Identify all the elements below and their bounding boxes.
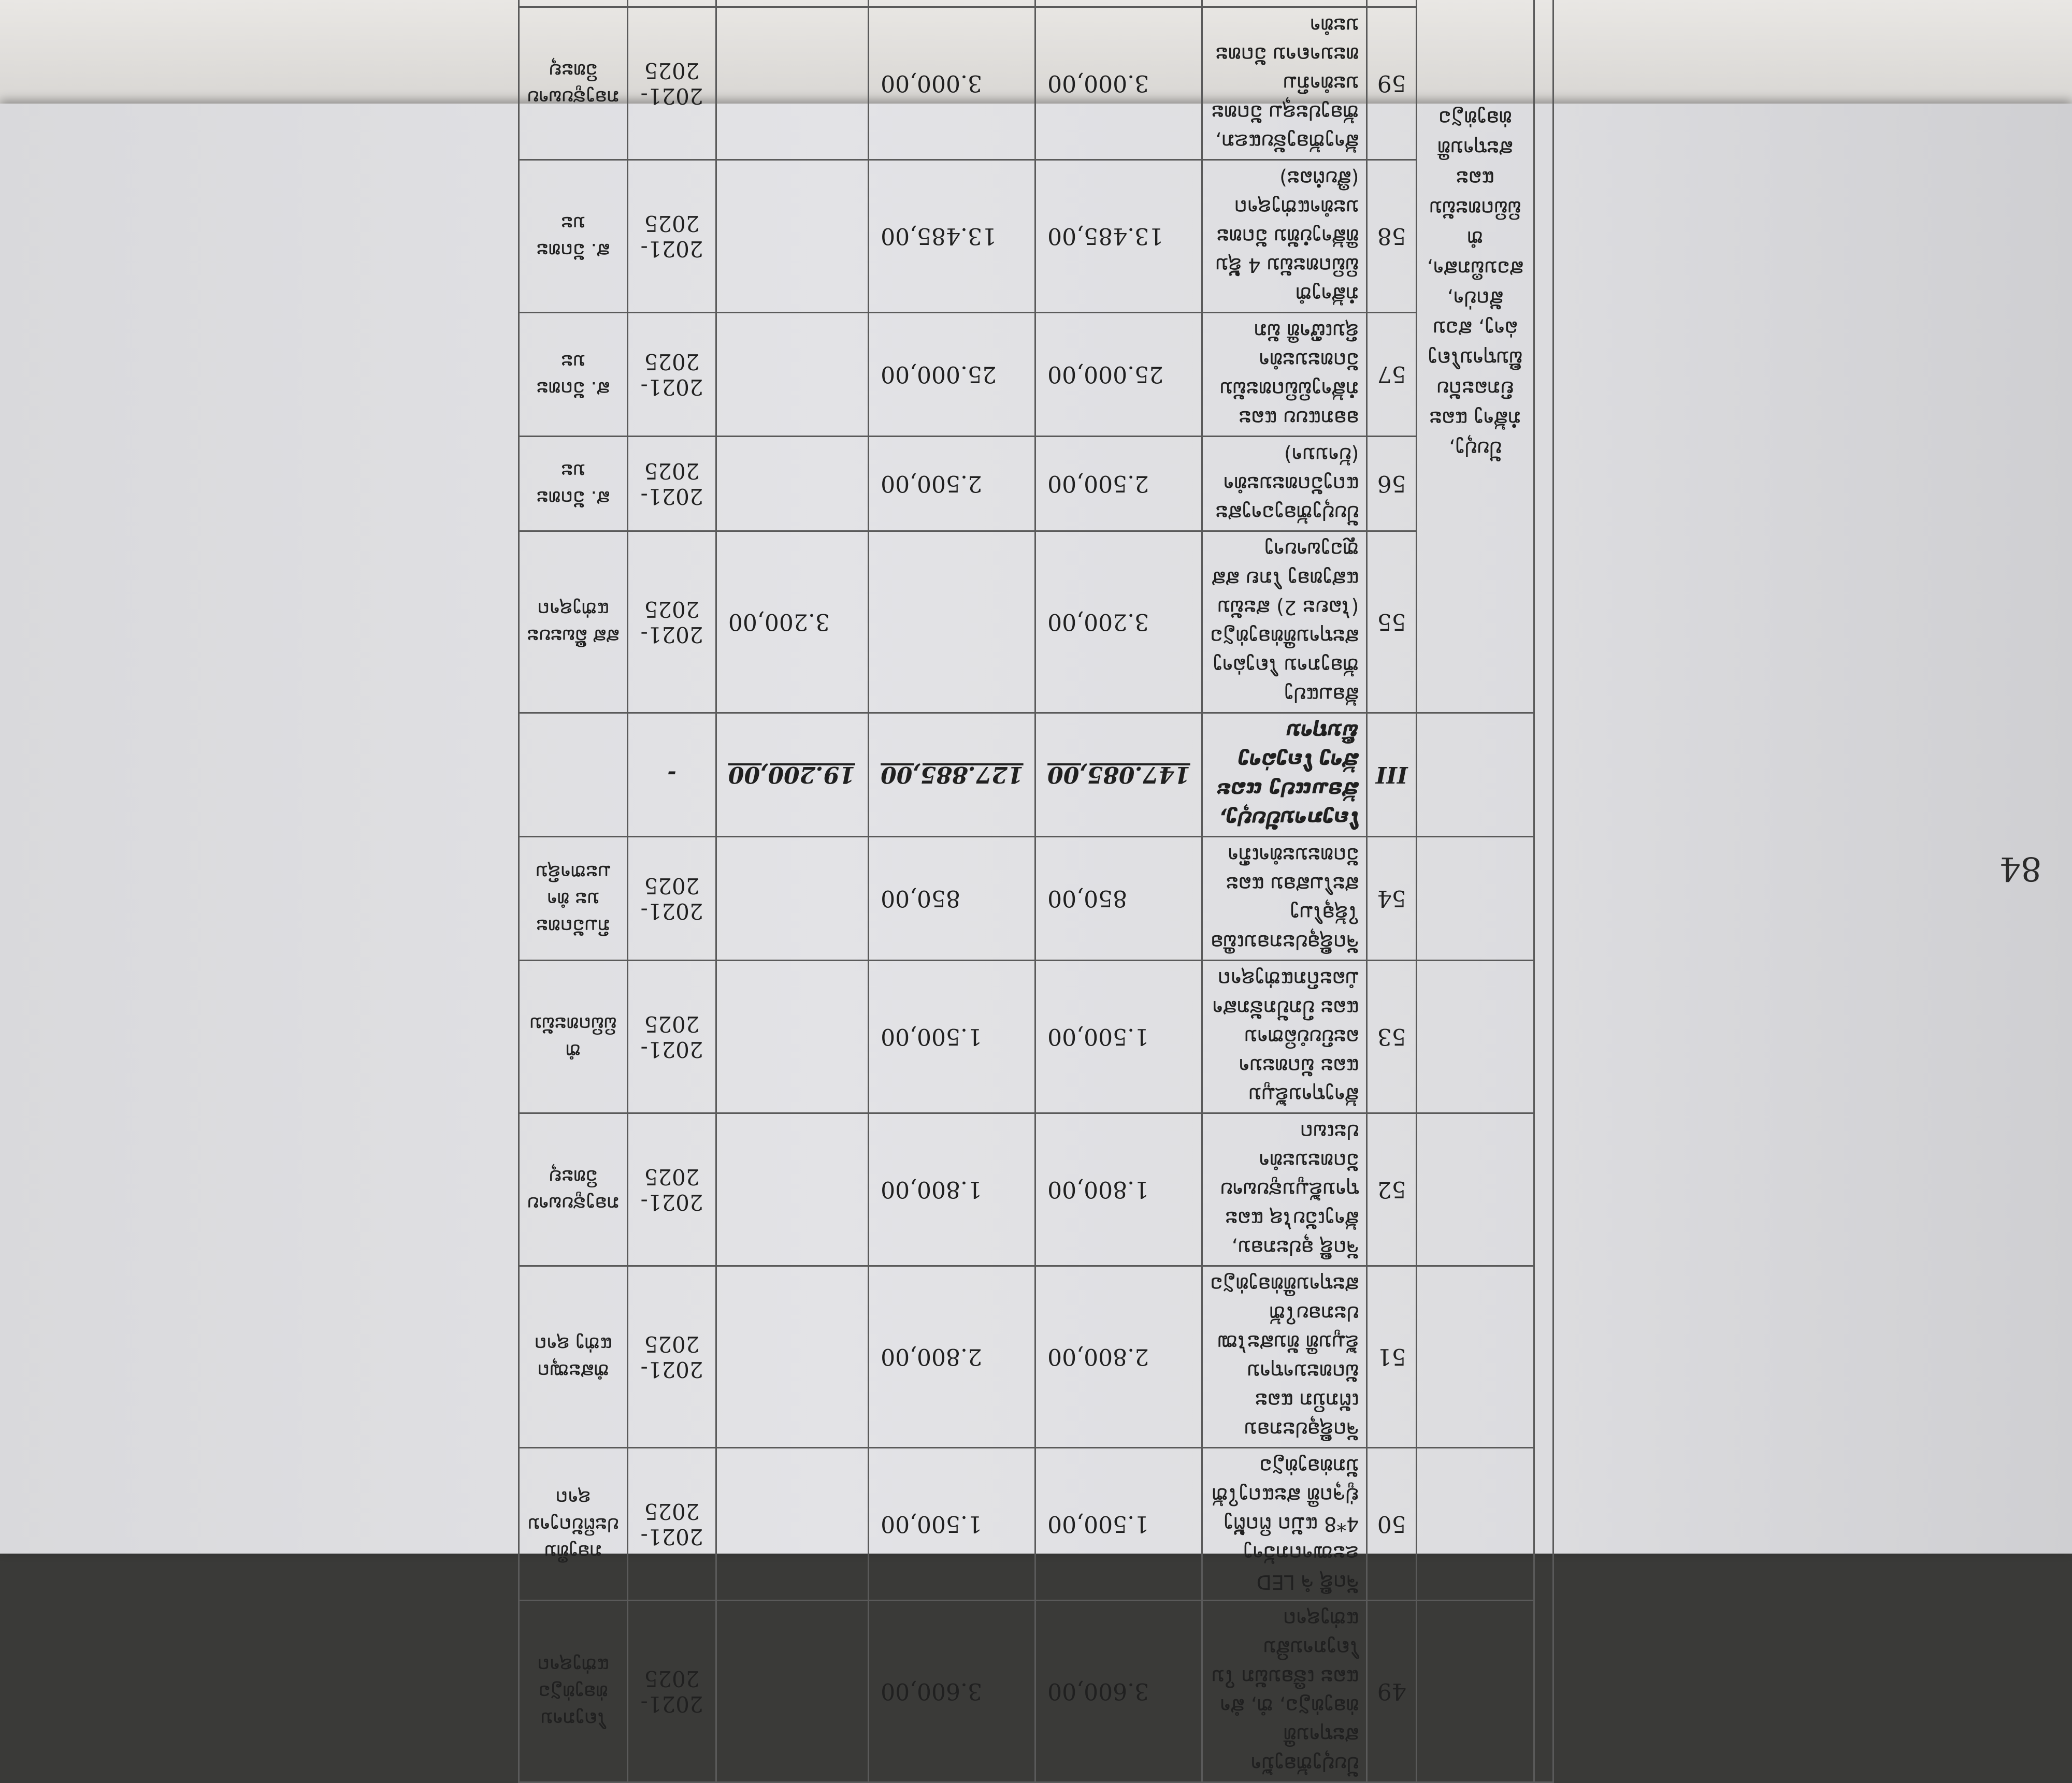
row-number: 59 [1367, 7, 1417, 160]
responsible-unit: ສ. ວັດທະນະ [519, 313, 628, 437]
row-number: 51 [1367, 1266, 1417, 1448]
responsible-unit: ສ. ວັດທະນະ [519, 437, 628, 531]
group-label-cell-empty [1417, 713, 1534, 837]
period: 2021-2025 [628, 1601, 716, 1782]
budget-other [716, 961, 868, 1113]
period: 2021-2025 [628, 1266, 716, 1448]
budget-total: 147.085,00 [1035, 713, 1202, 837]
row-number: III [1367, 713, 1417, 837]
budget-state: 25.000,00 [869, 313, 1035, 437]
project-name: ປັບປຸງຫ້ອງນ້ຳສະຖານທີ່ທ່ອງທ່ຽວ, ຫໍ, ສຳ ແລະ ເຮືອນພັກ ໃນໂຄງການສິນແຫ່ງຊາດ [1202, 1601, 1367, 1782]
table-row [519, 1266, 1553, 1448]
responsible-unit: ໂຄງການທ່ອງທ່ຽວ ແຫ່ງຊາດ [519, 1601, 628, 1782]
budget-table-body [519, 0, 1553, 1782]
budget-total [1035, 0, 1202, 7]
budget-state: 127.885,00 [869, 713, 1035, 837]
table-row [519, 1448, 1553, 1601]
responsible-unit: ສ. ວັດທະນະ [519, 160, 628, 313]
budget-other [716, 837, 868, 961]
period: 2021-2025 [628, 1113, 716, 1266]
page-number: 84 [1999, 849, 2042, 888]
budget-other [716, 1601, 868, 1782]
project-name: ຈັດຊື້ ຈໍ LED ຂະໜາດກວ້າງ 4*8 ແມັດ ຕິດຕັ້ງຢູ່ຈຸດທີ່ ສະແດງໃຫ້ນັກທ່ອງທ່ຽວ [1202, 1448, 1367, 1601]
budget-state: 3.600,00 [869, 1601, 1035, 1782]
row-number: 54 [1367, 837, 1417, 961]
budget-state: 850,00 [869, 837, 1035, 961]
budget-other [716, 7, 868, 160]
budget-total: 3.000,00 [1035, 7, 1202, 160]
budget-total: 1.500,00 [1035, 961, 1202, 1113]
project-name: ອອກແບບ ແລະ ກໍ່ສ້າງພິພິດທະພັນວັດທະນະທໍາຊົນເຜົ່າທີ່ ພັກ [1202, 313, 1367, 437]
group-label-cell-empty [1417, 1266, 1534, 1448]
period: 2021-2025 [628, 313, 716, 437]
project-name: ຈັດຊື້ອຸປະກອນ ເຕັກນິກ ແລະ ພັດທະນາຖານຂໍ້ມູນທີ່ ທັນສະໄໝ ປະກອບໃຫ້ສະຖານທີ່ທ່ອງທ່ຽວ [1202, 1266, 1367, 1448]
budget-state: 2.500,00 [869, 437, 1035, 531]
budget-total: 3.200,00 [1035, 531, 1202, 713]
period: - [628, 713, 716, 837]
budget-total: 1.500,00 [1035, 1448, 1202, 1601]
budget-total: 13.485,00 [1035, 160, 1202, 313]
table-row [519, 160, 1553, 313]
row-number: 52 [1367, 1113, 1417, 1266]
responsible-unit: ສສ ລື້ພະບະ ແຫ່ງຊາດ [519, 531, 628, 713]
budget-state [869, 0, 1035, 7]
row-number: 58 [1367, 160, 1417, 313]
row-number: 57 [1367, 313, 1417, 437]
row-number: 55 [1367, 531, 1417, 713]
row-number: 53 [1367, 961, 1417, 1113]
period: 2021-2025 [628, 1448, 716, 1601]
period [628, 0, 716, 7]
period: 2021-2025 [628, 961, 716, 1113]
budget-state [869, 531, 1035, 713]
project-name: ສ້າງຫ້ອງຮັບແຂກ, ຫ້ອງປະຊຸມ ວັດທະນະທໍາກົມທະນາຄານ ວັດທະນະທໍາ [1202, 7, 1367, 160]
table-row [519, 837, 1553, 961]
period: 2021-2025 [628, 160, 716, 313]
project-name: ໂຄງການປັບປຸງ, ສ້ອມແປງ ແລະ ສ້າງ ໂຄງລ່າງພື້ນຖານ [1202, 713, 1367, 837]
budget-total: 25.000,00 [1035, 313, 1202, 437]
row-number: 49 [1367, 1601, 1417, 1782]
budget-state: 2.800,00 [869, 1266, 1035, 1448]
responsible-unit: ກອງຮູບພາບ ວິທະຍຸ [519, 1113, 628, 1266]
table-row [519, 1601, 1553, 1782]
group-label-cell: ປັບປຸງ, ກໍ່ສ້າງ ແລະ ຍົກລະດັບພື້ນຖານໂຄງລ່າງ, ສວນສັດປ່າ, ສວນພຶກສາ, ຫໍພິພິດທະພັນ ແລະ ສະຖານທີ່ທ່ອງທ່ຽວ [1417, 0, 1534, 713]
budget-state: 1.500,00 [869, 961, 1035, 1113]
table-row [519, 1113, 1553, 1266]
table-row [519, 0, 1553, 7]
budget-total: 850,00 [1035, 837, 1202, 961]
table-row [519, 437, 1553, 531]
budget-other [716, 437, 868, 531]
responsible-unit: ຫໍພິພິດທະພັນ [519, 961, 628, 1113]
budget-total: 3.600,00 [1035, 1601, 1202, 1782]
budget-total: 2.800,00 [1035, 1266, 1202, 1448]
table-row [519, 313, 1553, 437]
table-row [519, 961, 1553, 1113]
row-number: 56 [1367, 437, 1417, 531]
responsible-unit: ກອງຮູບພາບ ວິທະຍຸ [519, 7, 628, 160]
budget-total: 2.500,00 [1035, 437, 1202, 531]
table-row [519, 531, 1553, 713]
responsible-unit [519, 713, 628, 837]
period: 2021-2025 [628, 7, 716, 160]
project-name: ຈັດຊື້ອຸປະກອນເພື່ອໃຊ້ອຸໂມງ ສະໂມສອນ ແລະ ວັດທະນະທໍາເກົ່າ [1202, 837, 1367, 961]
period: 2021-2025 [628, 437, 716, 531]
budget-other [716, 313, 868, 437]
group-label-cell-empty [1417, 837, 1534, 961]
project-name: ກໍ່ສ້າງຫໍພິພິດທະພັນ 4 ຊັ້ນ ທີ່ສ້າງບໍ່ທັນ ວັດທະນະທໍາແຫ່ງຊາດ (ສືບຕໍ່ລະ) [1202, 160, 1367, 313]
budget-state: 1.800,00 [869, 1113, 1035, 1266]
table-row [519, 7, 1553, 160]
period: 2021-2025 [628, 531, 716, 713]
budget-table-rotated [518, 0, 1554, 1783]
responsible-unit: ກົມວັດທະນະ ທໍາມະຫາຊົນ [519, 837, 628, 961]
budget-state: 3.000,00 [869, 7, 1035, 160]
group-label-cell-empty [1417, 961, 1534, 1113]
project-name: ຈັດຊື້ ອຸປະກອນ, ສ້າງເວັບໄຊ ແລະ ຖານຂໍ້ມູນຮູບພາບ ວັດທະນະທໍາປະເພດ [1202, 1113, 1367, 1266]
budget-state: 1.500,00 [869, 1448, 1035, 1601]
table-section-row [519, 713, 1553, 837]
budget-total: 1.800,00 [1035, 1113, 1202, 1266]
project-name: ປັບປຸງຫ້ອງວາງສະແດງວັດທະນະທໍາ (ບ້ານນາ) [1202, 437, 1367, 531]
responsible-unit: ຫໍສະໝຸດແຫ່ງ ຊາດ [519, 1266, 628, 1448]
budget-other [716, 1113, 868, 1266]
budget-other: 3.200,00 [716, 531, 868, 713]
group-label-cell-empty [1417, 1113, 1534, 1266]
row-number [1367, 0, 1417, 7]
period: 2021-2025 [628, 837, 716, 961]
project-name: ສ້ອມແປງຫ້ອງການ ໂຄງລ່າງສະຖານທີ່ທ່ອງທ່ຽວ (ໄລຍະ 2) ສະພັນແສງທອງ ໂກຍ ສສ ຫຼວງພາບາງ [1202, 531, 1367, 713]
group-label-cell-empty [1417, 1601, 1534, 1782]
budget-state: 13.485,00 [869, 160, 1035, 313]
budget-other [716, 0, 868, 7]
row-number: 50 [1367, 1448, 1417, 1601]
budget-other [716, 1266, 868, 1448]
responsible-unit [519, 0, 628, 7]
budget-table [518, 0, 1554, 1783]
project-name: ສ້າງຖານຂໍ້ມູນ ແລະ ພັດທະນາລະບົບບໍລິຫານ ແລະ ປົກປັກຮັກສາມໍລະດົກແຫ່ງຊາດ [1202, 961, 1367, 1113]
budget-other: 19.200,00 [716, 713, 868, 837]
group-label-cell-empty [1417, 1448, 1534, 1601]
budget-other [716, 160, 868, 313]
table-edge-column [1534, 0, 1553, 1782]
project-name [1202, 0, 1367, 7]
responsible-unit: ກອງທຶນ ປະຕິບັດງານ ຊາດ [519, 1448, 628, 1601]
budget-other [716, 1448, 868, 1601]
